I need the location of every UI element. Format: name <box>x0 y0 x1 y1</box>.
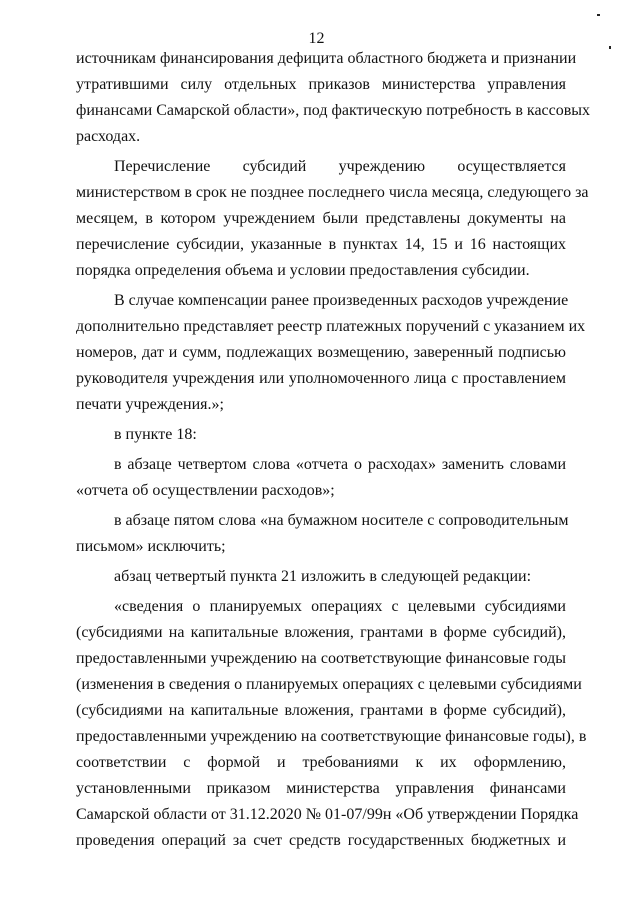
text-line: В случае компенсации ранее произведенных расходов учреждение <box>114 292 569 309</box>
text-line: (субсидиями на капитальные вложения, грантами в форме субсидий), <box>76 702 566 719</box>
text-line: расходах. <box>76 128 141 145</box>
text-line: (изменения в сведения о планируемых операциях с целевыми субсидиями <box>76 676 582 693</box>
text-line: перечисление субсидии, указанные в пунктах 14, 15 и 16 настоящих <box>76 236 566 253</box>
text-line: номеров, дат и сумм, подлежащих возмещению, заверенный подписью <box>76 344 566 361</box>
text-line: дополнительно представляет реестр платежных поручений с указанием их <box>76 318 586 335</box>
text-line: министерством в срок не позднее последнего числа месяца, следующего за <box>76 184 589 201</box>
text-line: месяцем, в котором учреждением были представлены документы на <box>76 210 566 227</box>
text-line: руководителя учреждения или уполномоченного лица с проставлением <box>76 370 566 387</box>
text-line: печати учреждения.»; <box>76 396 224 413</box>
text-line: соответствии с формой и требованиями к их оформлению, <box>76 754 566 771</box>
text-line: письмом» исключить; <box>76 538 226 555</box>
text-line: абзац четвертый пункта 21 изложить в следующей редакции: <box>114 568 532 585</box>
text-line: предоставленными учреждению на соответствующие финансовые годы <box>76 650 566 667</box>
text-line: Самарской области от 31.12.2020 № 01-07/99н «Об утверждении Порядка <box>76 806 579 823</box>
text-line: «отчета об осуществлении расходов»; <box>76 482 335 499</box>
document-body <box>76 46 591 854</box>
text-line: «сведения о планируемых операциях с целевыми субсидиями <box>114 598 566 615</box>
text-line: предоставленными учреждению на соответствующие финансовые годы), в <box>76 728 587 745</box>
text-line: установленными приказом министерства управления финансами <box>76 780 566 797</box>
scan-mark <box>609 46 611 49</box>
text-line: порядка определения объема и условии предоставления субсидии. <box>76 262 530 279</box>
page-number: 12 <box>308 30 325 47</box>
text-line: в абзаце четвертом слова «отчета о расходах» заменить словами <box>114 456 566 473</box>
text-line: утратившими силу отдельных приказов министерства управления <box>76 76 566 93</box>
text-line: в абзаце пятом слова «на бумажном носителе с сопроводительным <box>114 512 569 529</box>
text-line: проведения операций за счет средств государственных бюджетных и <box>76 832 566 849</box>
text-line: Перечисление субсидий учреждению осуществляется <box>114 158 566 175</box>
text-line: источникам финансирования дефицита областного бюджета и признании <box>76 50 577 67</box>
text-line: (субсидиями на капитальные вложения, грантами в форме субсидий), <box>76 624 566 641</box>
scan-mark <box>597 14 600 16</box>
text-line: финансами Самарской области», под фактическую потребность в кассовых <box>76 102 591 119</box>
text-line: в пункте 18: <box>114 426 197 443</box>
